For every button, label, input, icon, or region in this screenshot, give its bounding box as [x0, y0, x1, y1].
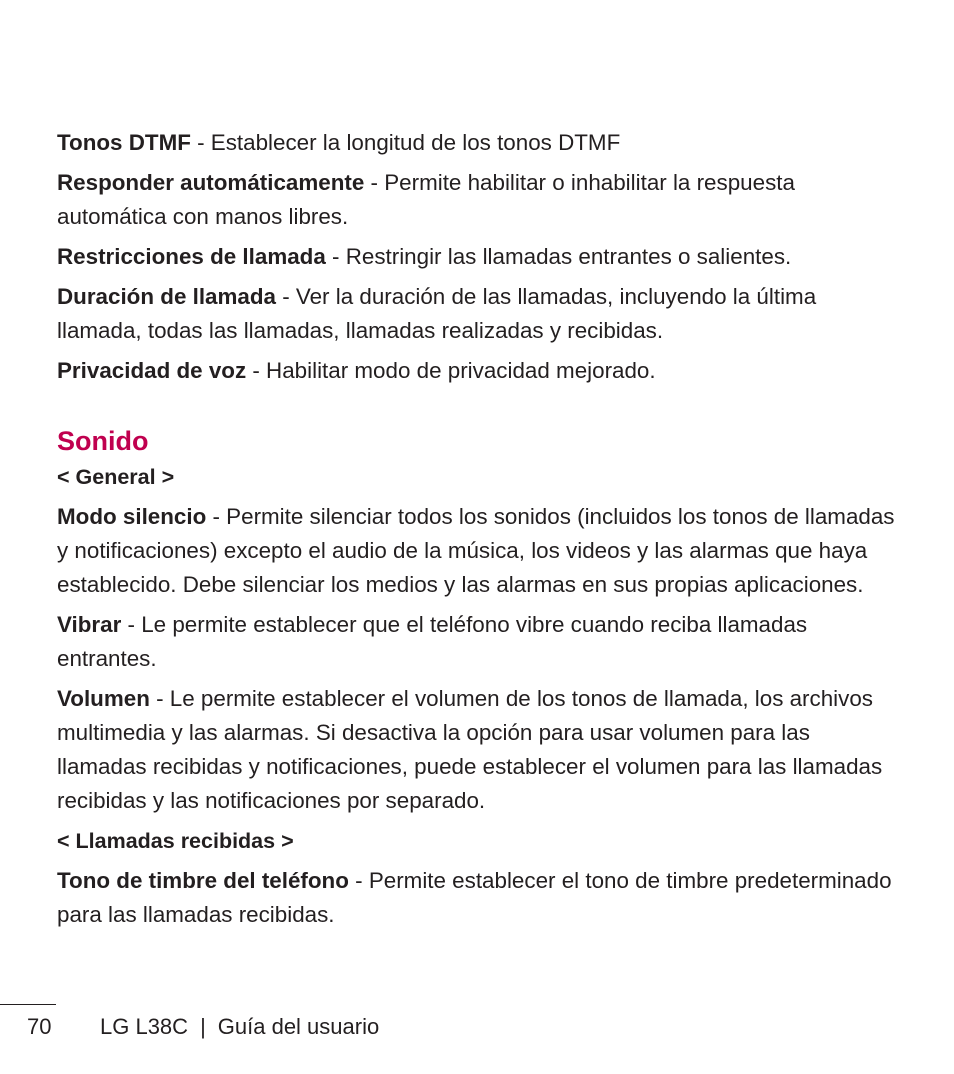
- footer-model: LG L38C: [100, 1014, 189, 1039]
- entry-modo-silencio: [57, 500, 902, 602]
- entry-tonos-dtmf: [57, 126, 902, 160]
- entry-description: - Habilitar modo de privacidad mejorado.: [246, 358, 656, 383]
- entry-term: Volumen: [57, 686, 150, 711]
- entry-term: Restricciones de llamada: [57, 244, 326, 269]
- sub-heading-llamadas-recibidas: < Llamadas recibidas >: [57, 829, 294, 853]
- entry-responder-automaticamente: [57, 166, 902, 234]
- footer-separator: |: [200, 1014, 206, 1039]
- entry-restricciones-de-llamada: [57, 240, 902, 274]
- entry-privacidad-de-voz: [57, 354, 902, 388]
- entry-description: - Permite silenciar todos los sonidos (incluidos los tonos de llamadas y notificaciones) excepto el audio de la música, los videos y las alarmas que haya establecido. Debe silenciar los medios y las alarmas en sus propias aplicaciones.: [57, 504, 895, 597]
- entry-description: - Le permite establecer que el teléfono vibre cuando reciba llamadas entrantes.: [57, 612, 808, 671]
- footer-guide: Guía del usuario: [217, 1014, 380, 1039]
- entry-description: - Permite habilitar o inhabilitar la respuesta automática con manos libres.: [57, 170, 795, 229]
- page-number: 70: [27, 1014, 52, 1039]
- entry-term: Privacidad de voz: [57, 358, 247, 383]
- entry-vibrar: [57, 608, 902, 676]
- entry-term: Tono de timbre del teléfono: [57, 868, 349, 893]
- entry-term: Modo silencio: [57, 504, 207, 529]
- entry-description: - Ver la duración de las llamadas, incluyendo la última llamada, todas las llamadas, llamadas realizadas y recibidas.: [57, 284, 817, 343]
- entry-volumen: [57, 682, 902, 818]
- entry-term: Responder automáticamente: [57, 170, 365, 195]
- footer-divider: [0, 1004, 56, 1005]
- page-content: [57, 126, 902, 938]
- entry-term: Tonos DTMF: [57, 130, 191, 155]
- entry-description: - Permite establecer el tono de timbre predeterminado para las llamadas recibidas.: [57, 868, 892, 927]
- entry-term: Vibrar: [57, 612, 122, 637]
- entry-description: - Le permite establecer el volumen de los tonos de llamada, los archivos multimedia y las alarmas. Si desactiva la opción para usar volumen para las llamadas recibidas y notificaciones, puede establecer el volumen para las llamadas recibidas y las notificaciones por separado.: [57, 686, 883, 813]
- section-title-sonido: Sonido: [57, 426, 149, 456]
- entry-duracion-de-llamada: [57, 280, 902, 348]
- sub-heading-general: < General >: [57, 465, 175, 489]
- entry-description: - Establecer la longitud de los tonos DTMF: [190, 130, 621, 155]
- footer-title: [100, 1012, 379, 1042]
- entry-term: Duración de llamada: [57, 284, 276, 309]
- entry-description: - Restringir las llamadas entrantes o salientes.: [325, 244, 792, 269]
- entry-tono-de-timbre: [57, 864, 902, 932]
